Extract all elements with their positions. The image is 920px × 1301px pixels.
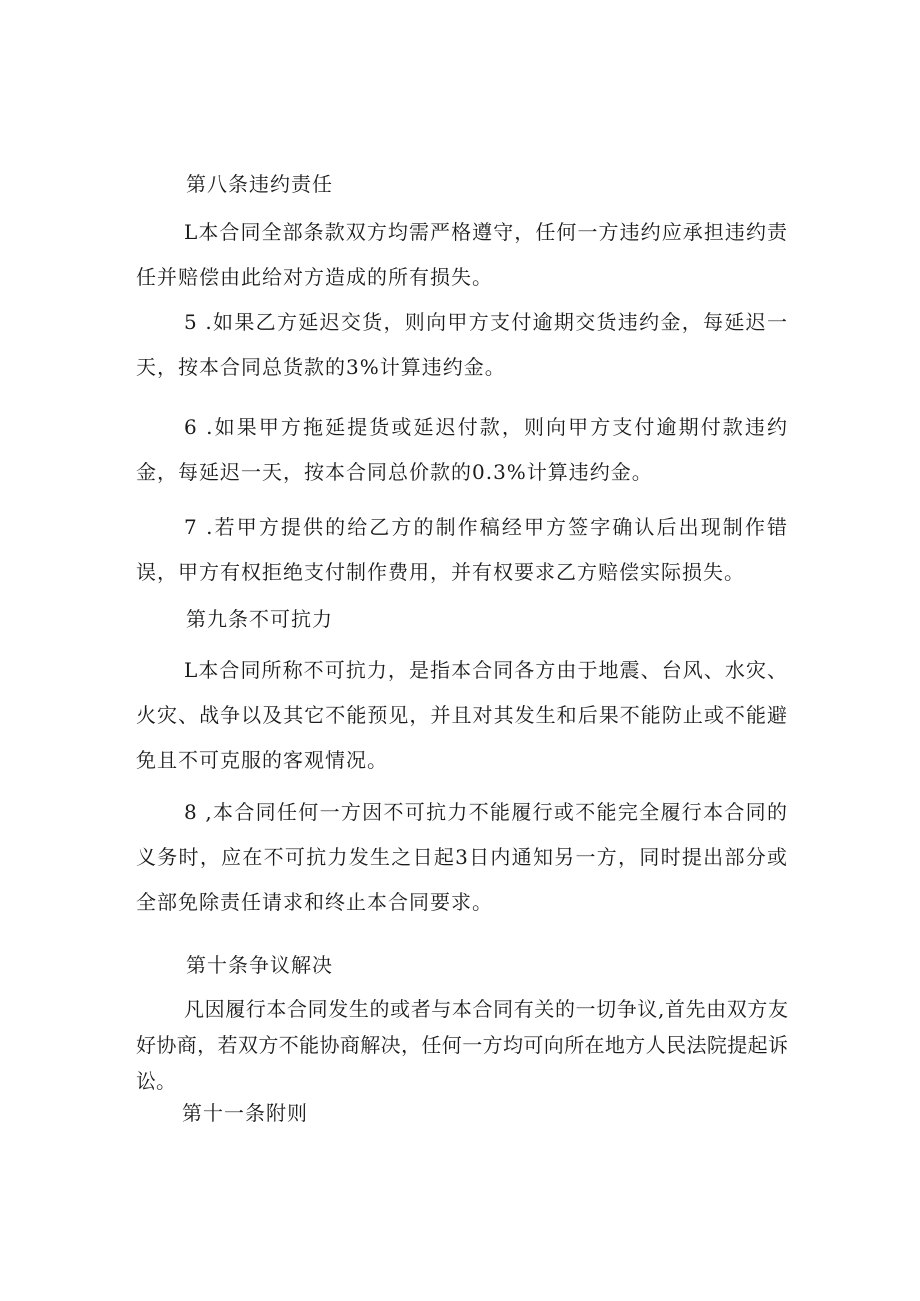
paragraph-breach-7: 7 .若甲方提供的给乙方的制作稿经甲方签字确认后出现制作错误，甲方有权拒绝支付制作费用，并有权要求乙方赔偿实际损失。 — [136, 515, 788, 584]
paragraph-force-majeure-8: 8 ,本合同任何一方因不可抗力不能履行或不能完全履行本合同的义务时，应在不可抗力发生之日起3日内通知另一方，同时提出部分或全部免除责任请求和终止本合同要求。 — [136, 800, 788, 914]
paragraph-force-majeure-1: L本合同所称不可抗力，是指本合同各方由于地震、台风、水灾、火灾、战争以及其它不能预见，并且对其发生和后果不能防止或不能避免且不可克服的客观情况。 — [136, 658, 788, 772]
paragraph-breach-5: 5 .如果乙方延迟交货，则向甲方支付逾期交货违约金，每延迟一天，按本合同总货款的3%计算违约金。 — [136, 310, 788, 379]
section-heading-breach-liability: 第八条违约责任 — [186, 172, 333, 196]
section-heading-force-majeure: 第九条不可抗力 — [186, 607, 333, 631]
section-heading-supplementary-provisions: 第十一条附则 — [182, 1101, 308, 1125]
paragraph-breach-1: L本合同全部条款双方均需严格遵守，任何一方违约应承担违约责任并赔偿由此给对方造成的所有损失。 — [136, 220, 788, 289]
paragraph-breach-6: 6 .如果甲方拖延提货或延迟付款，则向甲方支付逾期付款违约金，每延迟一天，按本合同总价款的0.3%计算违约金。 — [136, 415, 788, 484]
paragraph-dispute-resolution: 凡因履行本合同发生的或者与本合同有关的一切争议,首先由双方友好协商，若双方不能协商解决，任何一方均可向所在地方人民法院提起诉讼。 — [136, 997, 788, 1093]
section-heading-dispute-resolution: 第十条争议解决 — [186, 953, 333, 977]
